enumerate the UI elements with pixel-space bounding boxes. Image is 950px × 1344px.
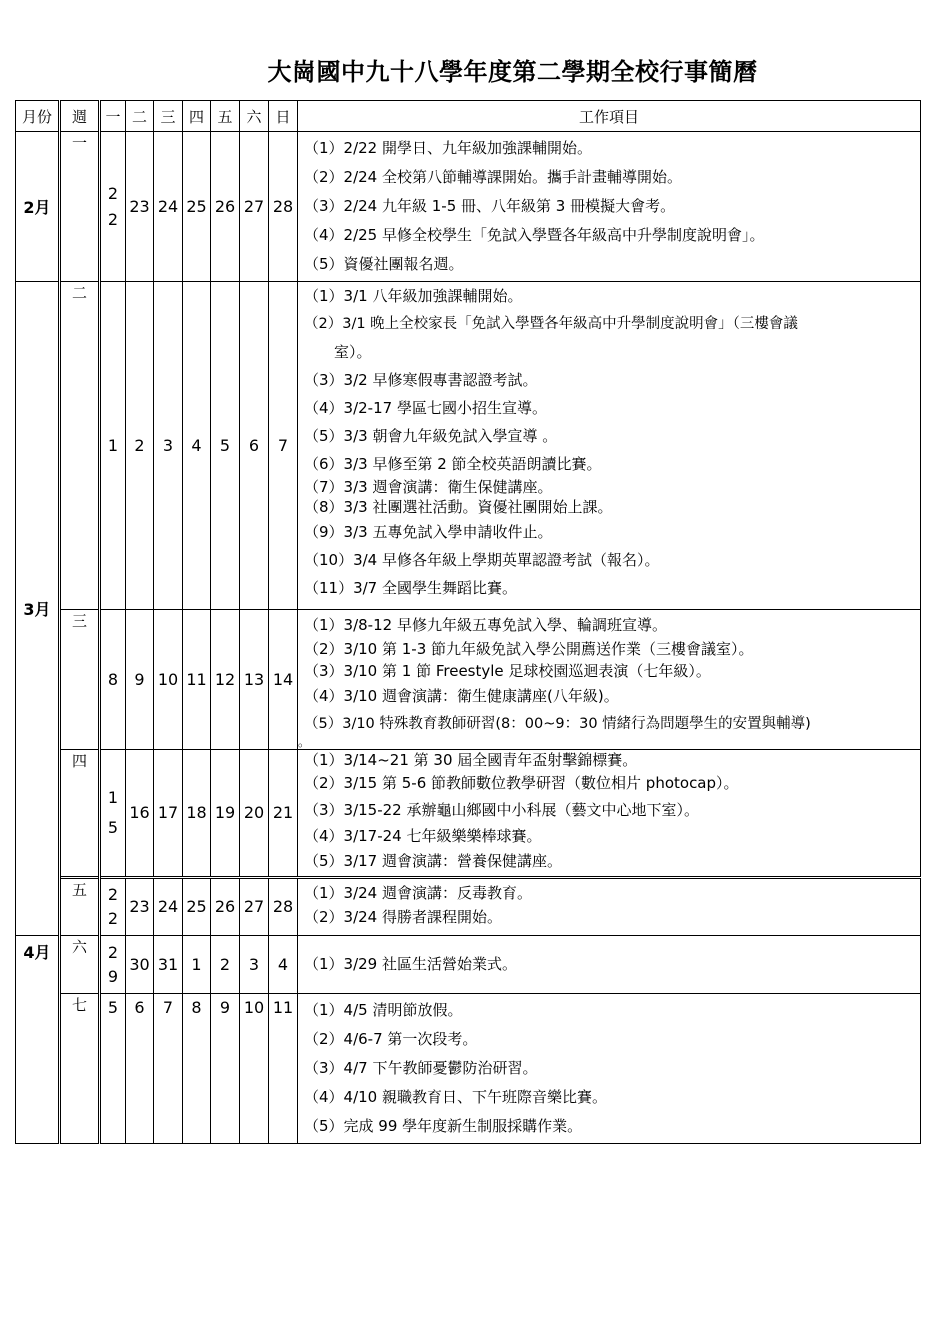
item-line: （3）3/10 第 1 節 Freestyle 足球校園巡迴表演（七年級）。: [304, 662, 711, 680]
items-cell: [298, 610, 921, 750]
week-row: [16, 994, 921, 1144]
day-cell: 4: [183, 282, 211, 610]
week-row: [16, 610, 921, 750]
items-cell: [298, 936, 921, 994]
day-cell: 23: [126, 132, 154, 282]
day-cell: 18: [183, 750, 211, 878]
item-line: （2）3/15 第 5-6 節教師數位教學研習（數位相片 photocap）。: [304, 774, 739, 792]
header-row: [16, 101, 921, 132]
day-cell: 2: [211, 936, 240, 994]
item-line: （2）3/1 晚上全校家長「免試入學暨各年級高中升學制度說明會」（三樓會議: [304, 316, 798, 332]
week-row: [16, 878, 921, 936]
day-cell: 8: [100, 610, 126, 750]
day-cell: 22: [100, 878, 126, 936]
day-cell: 5: [100, 994, 126, 1144]
week-number: 七: [60, 994, 100, 1144]
day-cell: 17: [154, 750, 183, 878]
item-line: （1）3/29 社區生活營始業式。: [304, 955, 517, 973]
item-line: （3）3/2 早修寒假專書認證考試。: [304, 371, 538, 389]
week-row: [16, 282, 921, 610]
day-cell: 21: [269, 750, 298, 878]
week-number: 五: [60, 878, 100, 936]
item-line: 室）。: [334, 343, 372, 361]
item-line: （3）2/24 九年級 1-5 冊、八年級第 3 冊模擬大會考。: [304, 197, 676, 215]
day-cell: 1: [100, 282, 126, 610]
item-line: （4）3/10 週會演講：衛生健康講座(八年級)。: [304, 687, 619, 705]
day-cell: 22: [100, 132, 126, 282]
day-header: 二: [126, 101, 154, 132]
month-header: 月份: [16, 101, 60, 132]
day-cell: 11: [269, 994, 298, 1144]
day-cell: 19: [211, 750, 240, 878]
item-line: （1）4/5 清明節放假。: [304, 1001, 463, 1019]
item-line: （4）3/2-17 學區七國小招生宣導。: [304, 399, 547, 417]
day-cell: 7: [154, 994, 183, 1144]
day-cell: 20: [240, 750, 269, 878]
day-cell: 28: [269, 878, 298, 936]
item-line: （1）2/22 開學日、九年級加強課輔開始。: [304, 139, 592, 157]
items-cell: [298, 994, 921, 1144]
day-cell: 24: [154, 878, 183, 936]
item-line: （4）2/25 早修全校學生「免試入學暨各年級高中升學制度說明會」。: [304, 226, 765, 244]
day-cell: 31: [154, 936, 183, 994]
day-cell: 28: [269, 132, 298, 282]
item-line: （8）3/3 社團選社活動。資優社團開始上課。: [304, 498, 613, 516]
item-line: （3）3/15-22 承辦龜山鄉國中小科展（藝文中心地下室）。: [304, 801, 699, 819]
day-cell: 12: [211, 610, 240, 750]
week-number: 三: [60, 610, 100, 750]
day-cell: 10: [154, 610, 183, 750]
item-line: （2）2/24 全校第八節輔導課開始。攜手計畫輔導開始。: [304, 168, 682, 186]
day-cell: 27: [240, 132, 269, 282]
day-header: 四: [183, 101, 211, 132]
day-header: 六: [240, 101, 269, 132]
item-line: （11）3/7 全國學生舞蹈比賽。: [304, 579, 517, 597]
day-cell: 24: [154, 132, 183, 282]
items-cell: [298, 132, 921, 282]
item-line: （1）3/8-12 早修九年級五專免試入學、輪調班宣導。: [304, 616, 667, 634]
item-line: （6）3/3 早修至第 2 節全校英語朗讀比賽。: [304, 455, 602, 473]
day-cell: 11: [183, 610, 211, 750]
day-cell: 6: [240, 282, 269, 610]
day-header: 五: [211, 101, 240, 132]
day-cell: 6: [126, 994, 154, 1144]
item-line: （5）3/10 特殊教育教師研習(8：00~9：30 情緒行為問題學生的安置與輔導): [304, 716, 811, 732]
day-cell: 3: [240, 936, 269, 994]
day-cell: 9: [126, 610, 154, 750]
day-header: 三: [154, 101, 183, 132]
item-line: （2）4/6-7 第一次段考。: [304, 1030, 478, 1048]
day-header: 日: [269, 101, 298, 132]
day-cell: 14: [269, 610, 298, 750]
day-cell: 5: [211, 282, 240, 610]
week-row: [16, 132, 921, 282]
day-cell: 29: [100, 936, 126, 994]
week-number: 六: [60, 936, 100, 994]
week-row: [16, 750, 921, 878]
day-cell: 23: [126, 878, 154, 936]
item-line: （5）完成 99 學年度新生制服採購作業。: [304, 1117, 583, 1135]
item-line: （10）3/4 早修各年級上學期英單認證考試（報名）。: [304, 551, 660, 569]
week-header: 週: [60, 101, 100, 132]
week-number: 一: [60, 132, 100, 282]
day-cell: 2: [126, 282, 154, 610]
item-line: （1）3/14~21 第 30 屆全國青年盃射擊錦標賽。: [304, 751, 638, 769]
day-cell: 8: [183, 994, 211, 1144]
day-cell: 26: [211, 878, 240, 936]
day-cell: 9: [211, 994, 240, 1144]
item-line: （3）4/7 下午教師憂鬱防治研習。: [304, 1059, 538, 1077]
items-header: 工作項目: [298, 101, 921, 132]
day-cell: 10: [240, 994, 269, 1144]
item-line: （5）資優社團報名週。: [304, 255, 464, 273]
day-cell: 1: [183, 936, 211, 994]
week-number: 四: [60, 750, 100, 878]
item-line: （1）3/24 週會演講：反毒教育。: [304, 884, 532, 902]
day-cell: 7: [269, 282, 298, 610]
day-cell: 25: [183, 132, 211, 282]
month-cell-feb: 2月: [16, 132, 60, 282]
day-cell: 26: [211, 132, 240, 282]
day-cell: 3: [154, 282, 183, 610]
item-line: （4）3/17-24 七年級樂樂棒球賽。: [304, 827, 542, 845]
item-line: （4）4/10 親職教育日、下午班際音樂比賽。: [304, 1088, 607, 1106]
week-row: [16, 936, 921, 994]
item-line: （7）3/3 週會演講：衛生保健講座。: [304, 478, 553, 496]
items-cell: [298, 878, 921, 936]
item-line: 。: [298, 735, 311, 749]
day-cell: 16: [126, 750, 154, 878]
item-line: （2）3/10 第 1-3 節九年級免試入學公開薦送作業（三樓會議室）。: [304, 640, 754, 658]
item-line: （1）3/1 八年級加強課輔開始。: [304, 287, 523, 305]
items-cell: [298, 750, 921, 878]
day-cell: 27: [240, 878, 269, 936]
month-cell-apr: 4月: [16, 936, 60, 1144]
day-cell: 4: [269, 936, 298, 994]
page-title: 大崗國中九十八學年度第二學期全校行事簡曆: [267, 57, 758, 86]
month-cell-mar: 3月: [16, 282, 60, 936]
week-number: 二: [60, 282, 100, 610]
day-cell: 15: [100, 750, 126, 878]
item-line: （5）3/3 朝會九年級免試入學宣導 。: [304, 427, 558, 445]
day-cell: 30: [126, 936, 154, 994]
item-line: （5）3/17 週會演講：營養保健講座。: [304, 852, 562, 870]
day-cell: 13: [240, 610, 269, 750]
item-line: （9）3/3 五專免試入學申請收件止。: [304, 523, 553, 541]
item-line: （2）3/24 得勝者課程開始。: [304, 908, 502, 926]
items-cell: [298, 282, 921, 610]
calendar-table: [15, 100, 921, 1144]
day-cell: 25: [183, 878, 211, 936]
day-header: 一: [100, 101, 126, 132]
